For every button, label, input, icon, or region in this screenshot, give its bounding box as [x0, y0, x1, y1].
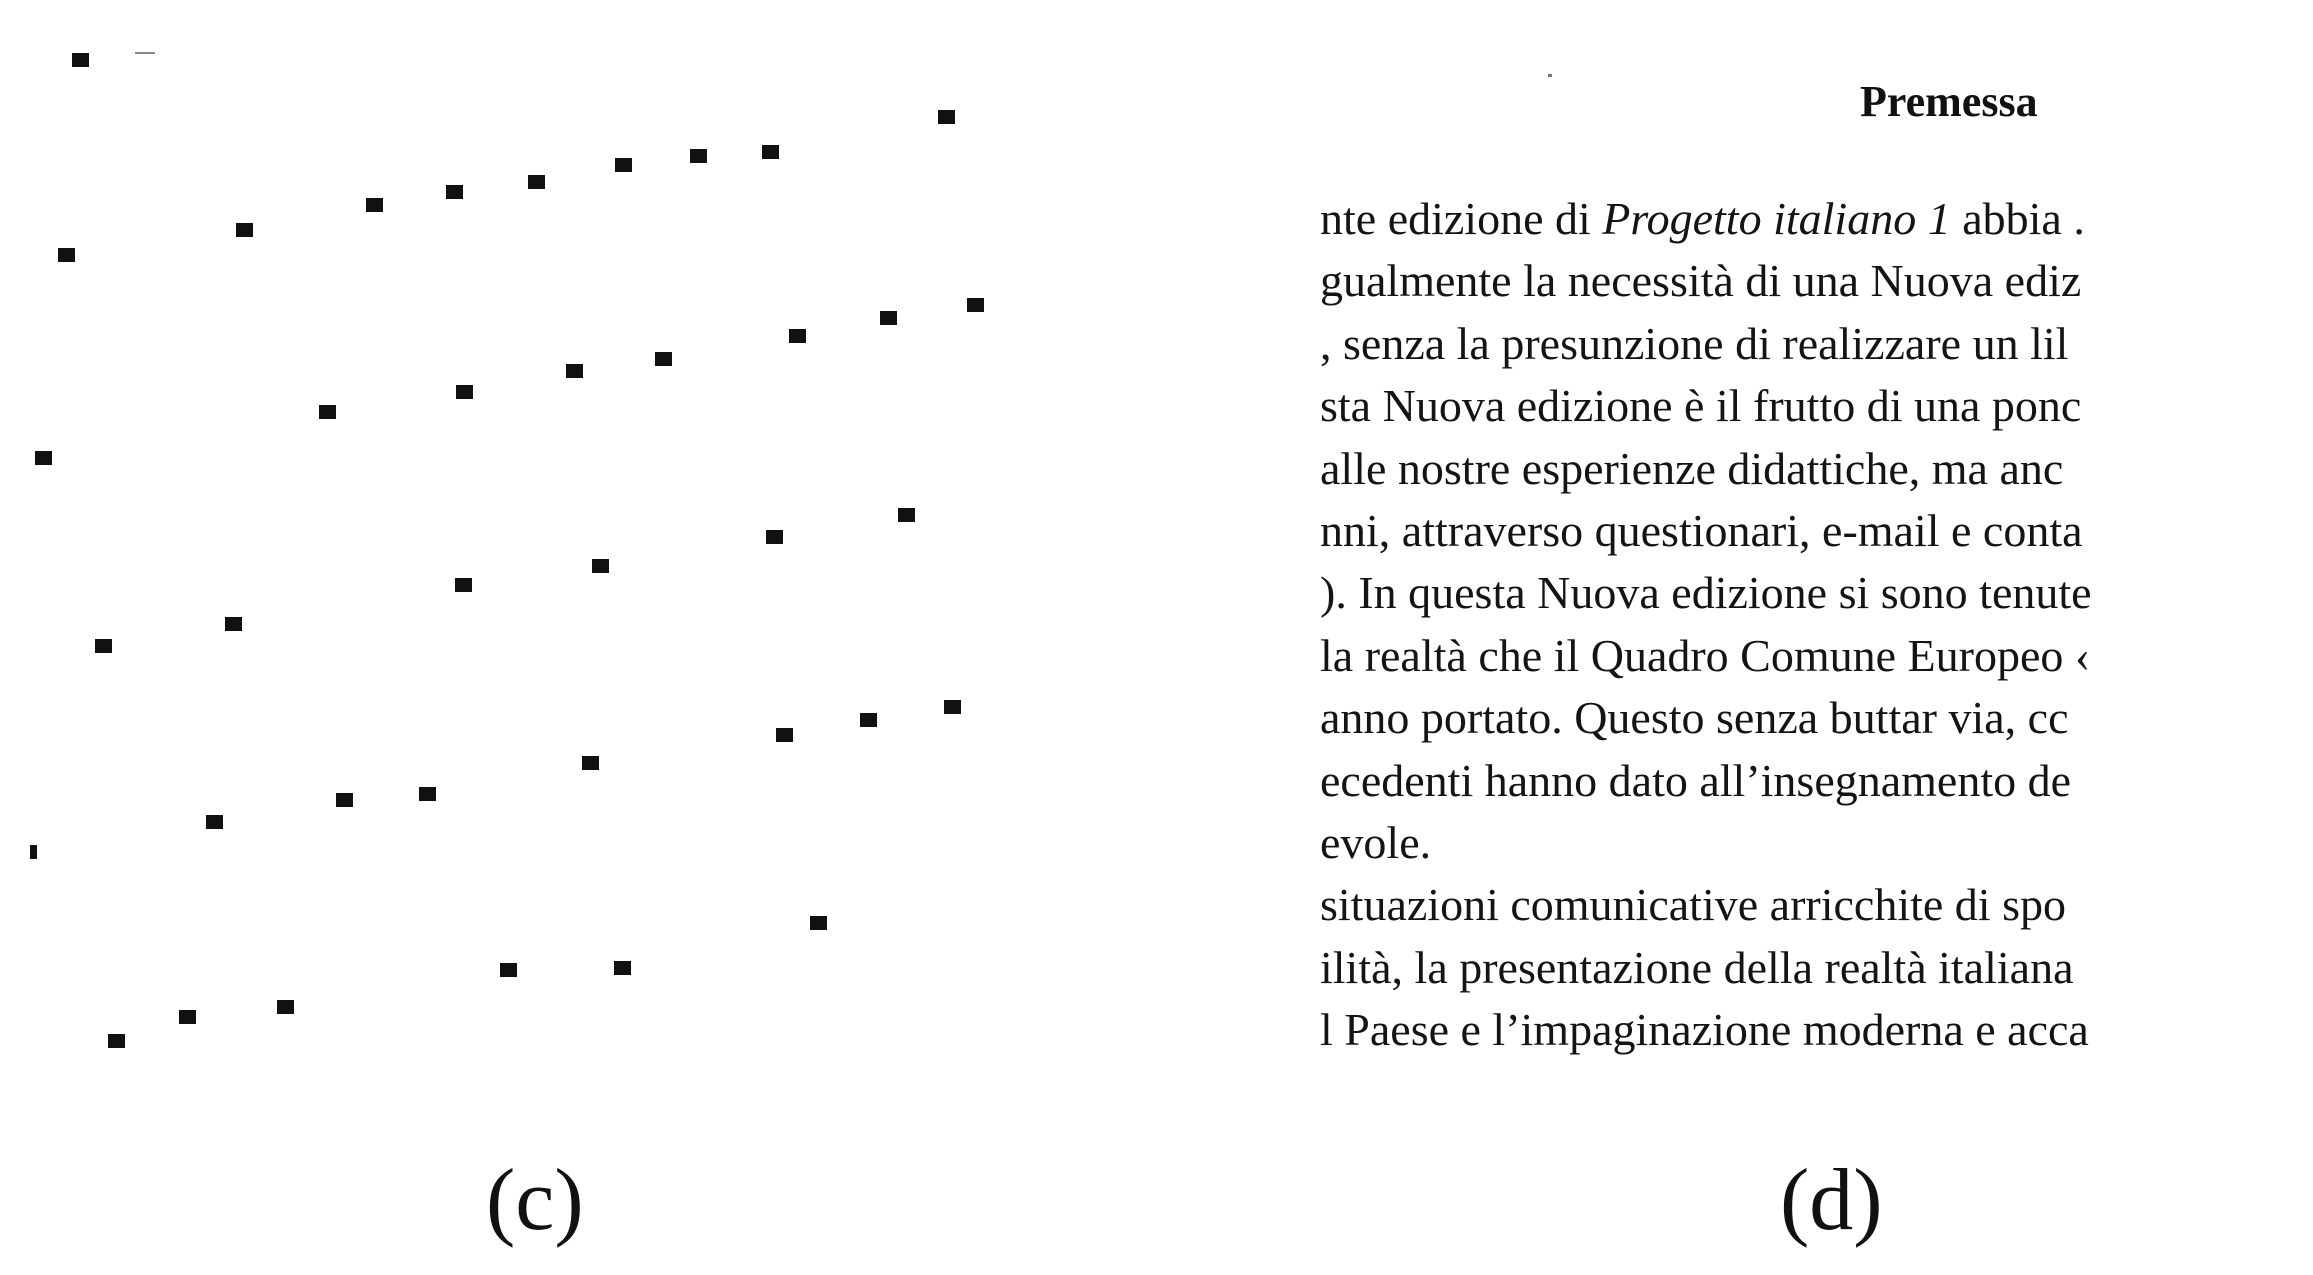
dot-mark [528, 175, 545, 189]
text-line [1320, 500, 2310, 562]
text-line [1320, 687, 2310, 749]
text-line-segment: abbia . [1950, 193, 2085, 244]
text-line [1320, 313, 2310, 375]
document-heading: Premessa [1860, 77, 2038, 126]
text-line [1320, 250, 2310, 312]
dot-mark [810, 916, 827, 930]
dot-mark [860, 713, 877, 727]
dot-mark [898, 508, 915, 522]
text-line [1320, 438, 2310, 500]
dot-mark [944, 700, 961, 714]
text-line-segment: nni, attraverso questionari, e-mail e conta [1320, 504, 2083, 556]
dot-mark [766, 530, 783, 544]
text-line [1320, 188, 2310, 250]
dot-mark [179, 1010, 196, 1024]
panel-c-dot-pattern [0, 0, 1150, 1150]
dot-mark [35, 451, 52, 465]
dot-mark [776, 728, 793, 742]
scan-speck [1548, 74, 1552, 77]
dot-mark [225, 617, 242, 631]
caption-c: (c) [486, 1152, 584, 1249]
dot-mark [108, 1034, 125, 1048]
dot-mark [419, 787, 436, 801]
dot-mark [614, 961, 631, 975]
dot-mark [319, 405, 336, 419]
dot-mark [880, 311, 897, 325]
text-line-segment: gualmente la necessità di una Nuova ediz [1320, 255, 2082, 307]
dot-mark [655, 352, 672, 366]
text-line-segment: nte edizione di [1320, 193, 1603, 244]
text-line [1320, 812, 2310, 874]
dot-mark [566, 364, 583, 378]
dot-mark [336, 793, 353, 807]
text-line [1320, 750, 2310, 812]
dot-mark [762, 145, 779, 159]
dot-mark [206, 815, 223, 829]
book-title-italic: Progetto italiano 1 [1602, 193, 1951, 244]
dot-mark [58, 248, 75, 262]
text-line [1320, 562, 2310, 624]
dot-mark [690, 149, 707, 163]
text-line [1320, 375, 2310, 437]
text-line [1320, 874, 2310, 936]
dot-mark [456, 385, 473, 399]
text-line-segment: , senza la presunzione di realizzare un lil [1320, 317, 2069, 369]
text-line-segment: anno portato. Questo senza buttar via, cc [1320, 692, 2069, 744]
dot-mark [967, 298, 984, 312]
dot-mark [72, 53, 89, 67]
dot-mark [366, 198, 383, 212]
text-line-segment: ). In questa Nuova edizione si sono tenute [1320, 567, 2092, 619]
text-line-segment: situazioni comunicative arricchite di spo [1320, 879, 2066, 931]
text-line-segment: ecedenti hanno dato all’insegnamento de [1320, 754, 2072, 806]
dot-mark [615, 158, 632, 172]
caption-d: (d) [1780, 1152, 1883, 1249]
stray-dash [135, 52, 155, 54]
dot-mark [582, 756, 599, 770]
document-text-lines [1320, 188, 2310, 1061]
text-line [1320, 999, 2310, 1061]
dot-mark [30, 845, 37, 859]
text-line-segment: ilità, la presentazione della realtà italiana [1320, 941, 2074, 993]
dot-mark [592, 559, 609, 573]
dot-mark [95, 639, 112, 653]
dot-mark [455, 578, 472, 592]
text-line-segment: la realtà che il Quadro Comune Europeo ‹ [1320, 629, 2091, 681]
panel-d-text-crop [1250, 0, 2313, 1150]
dot-mark [789, 329, 806, 343]
text-line-segment: sta Nuova edizione è il frutto di una ponc [1320, 380, 2082, 432]
dot-mark [500, 963, 517, 977]
dot-mark [446, 185, 463, 199]
text-line-segment: l Paese e l’impaginazione moderna e acca [1320, 1004, 2089, 1056]
text-line [1320, 937, 2310, 999]
dot-mark [236, 223, 253, 237]
dot-mark [938, 110, 955, 124]
dot-mark [277, 1000, 294, 1014]
text-line-segment: evole. [1320, 816, 1432, 868]
text-line [1320, 625, 2310, 687]
text-line-segment: alle nostre esperienze didattiche, ma anc [1320, 442, 2064, 494]
